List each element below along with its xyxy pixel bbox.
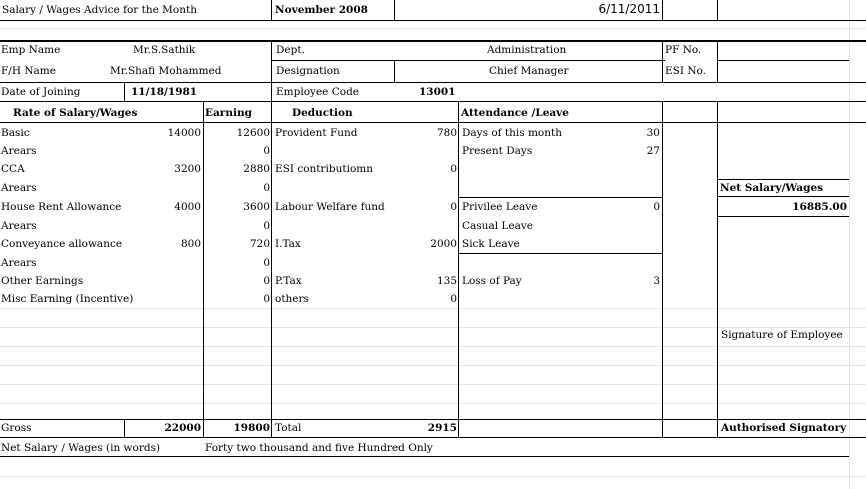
rule [0, 456, 849, 457]
advice-month: November 2008 [275, 4, 368, 16]
rate-value: 800 [180, 238, 201, 250]
esi-label: ESI No. [665, 65, 707, 77]
rate-value: 3200 [174, 163, 201, 175]
earning-value: 0 [263, 182, 270, 194]
earning-label: House Rent Allowance [1, 201, 122, 213]
emp-name-value: Mr.S.Sathik [133, 44, 196, 56]
emp-code-value: 13001 [419, 86, 456, 98]
attendance-value: 30 [646, 127, 660, 139]
rule [458, 197, 662, 198]
net-words-value: Forty two thousand and five Hundred Only [205, 442, 433, 454]
rule [717, 196, 849, 197]
deduction-value: 0 [450, 293, 457, 305]
earning-value: 12600 [236, 127, 270, 139]
earning-value: 0 [263, 275, 270, 287]
earning-label: Conveyance allowance [1, 238, 123, 250]
attendance-label: Present Days [462, 145, 533, 157]
designation-value: Chief Manager [489, 65, 569, 77]
col-rate-header: Rate of Salary/Wages [13, 107, 138, 119]
rule [662, 40, 663, 82]
total-deduction-value: 2915 [427, 422, 457, 434]
rule [203, 101, 204, 437]
deduction-value: 2000 [430, 238, 457, 250]
gridline [849, 0, 850, 489]
rate-value: 4000 [174, 201, 201, 213]
attendance-label: Loss of Pay [462, 275, 522, 287]
earning-label: Arears [1, 257, 37, 269]
doj-label: Date of Joining [1, 86, 81, 98]
earning-label: Misc Earning (Incentive) [1, 293, 134, 305]
attendance-value: 3 [653, 275, 660, 287]
rule [0, 101, 866, 102]
rule [717, 60, 849, 61]
net-words-label: Net Salary / Wages (in words) [1, 442, 161, 454]
deduction-label: Provident Fund [275, 127, 358, 139]
earning-value: 0 [263, 293, 270, 305]
gridline [0, 346, 866, 347]
attendance-value: 0 [653, 201, 660, 213]
earning-value: 720 [249, 238, 270, 250]
doj-value: 11/18/1981 [131, 86, 198, 98]
earning-value: 0 [263, 145, 270, 157]
total-label: Total [275, 422, 302, 434]
employee-signature-label: Signature of Employee [721, 329, 843, 341]
gridline [0, 476, 866, 477]
col-earning-header: Earning [205, 107, 252, 119]
deduction-value: 0 [450, 201, 457, 213]
rule [458, 253, 662, 254]
earning-value: 0 [263, 220, 270, 232]
pf-label: PF No. [665, 44, 702, 56]
gross-label: Gross [1, 422, 32, 434]
earning-label: Arears [1, 220, 37, 232]
rule [271, 101, 272, 437]
net-salary-label: Net Salary/Wages [720, 182, 824, 194]
earning-value: 2880 [243, 163, 270, 175]
rule [0, 82, 866, 83]
earning-label: Arears [1, 145, 37, 157]
deduction-label: others [275, 293, 309, 305]
earning-label: Other Earnings [1, 275, 84, 287]
fh-name-label: F/H Name [1, 65, 56, 77]
gross-earning-value: 19800 [233, 422, 270, 434]
gridline [0, 384, 866, 385]
rule [124, 82, 125, 102]
advice-title: Salary / Wages Advice for the Month [2, 4, 197, 16]
rule [394, 60, 395, 82]
attendance-label: Sick Leave [462, 238, 520, 250]
rule [271, 40, 272, 102]
earning-label: Basic [1, 127, 30, 139]
rule [717, 0, 718, 20]
dept-label: Dept. [276, 44, 305, 56]
rule [662, 101, 663, 437]
rule [717, 40, 718, 82]
emp-name-label: Emp Name [1, 44, 61, 56]
rule [0, 437, 866, 438]
deduction-label: ESI contributiomn [275, 163, 374, 175]
advice-date: 6/11/2011 [598, 2, 660, 16]
deduction-value: 780 [436, 127, 457, 139]
rule [394, 0, 395, 20]
attendance-label: Privilee Leave [462, 201, 538, 213]
col-attendance-header: Attendance /Leave [461, 107, 569, 119]
gross-rate-value: 22000 [164, 422, 201, 434]
rule [717, 216, 849, 217]
designation-label: Designation [276, 65, 340, 77]
deduction-value: 135 [436, 275, 457, 287]
rule [0, 122, 866, 123]
rule [717, 101, 718, 437]
fh-name-value: Mr.Shafi Mohammed [110, 65, 222, 77]
gridline [0, 308, 866, 309]
earning-label: Arears [1, 182, 37, 194]
rule [271, 0, 272, 20]
rule [0, 20, 866, 21]
gridline [0, 403, 866, 404]
rate-value: 14000 [167, 127, 201, 139]
emp-code-label: Employee Code [276, 86, 360, 98]
deduction-value: 0 [450, 163, 457, 175]
attendance-label: Casual Leave [462, 220, 533, 232]
dept-value: Administration [487, 44, 567, 56]
rule [0, 419, 866, 420]
rule [662, 0, 663, 20]
rule [271, 60, 665, 61]
attendance-label: Days of this month [462, 127, 562, 139]
rule [124, 419, 125, 437]
deduction-label: Labour Welfare fund [275, 201, 385, 213]
rule [717, 179, 849, 180]
gridline [0, 28, 866, 29]
deduction-label: P.Tax [275, 275, 302, 287]
gridline [0, 365, 866, 366]
earning-value: 0 [263, 257, 270, 269]
earning-value: 3600 [243, 201, 270, 213]
net-salary-value: 16885.00 [792, 201, 847, 213]
earning-label: CCA [1, 163, 25, 175]
authorised-signatory-label: Authorised Signatory [721, 422, 847, 434]
rule [458, 101, 459, 437]
deduction-label: I.Tax [275, 238, 301, 250]
col-deduction-header: Deduction [292, 107, 353, 119]
attendance-value: 27 [646, 145, 660, 157]
rule [0, 40, 866, 42]
